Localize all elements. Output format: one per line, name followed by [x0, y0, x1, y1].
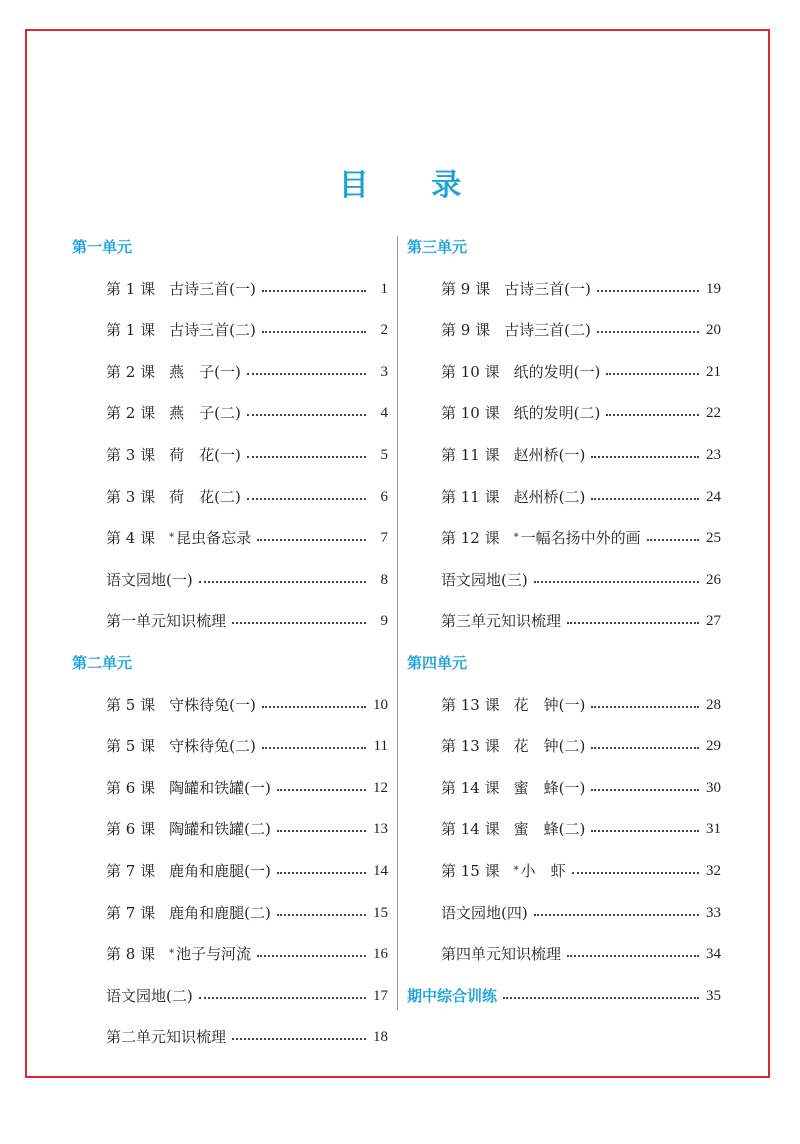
page-number: 21: [706, 363, 721, 380]
page-number: 28: [706, 696, 721, 713]
dot-leader: [606, 373, 699, 375]
entry-title: 荷 花(一): [169, 446, 241, 464]
lesson-number: 第 14 课: [441, 820, 500, 839]
dot-leader: [199, 581, 366, 583]
entry-title: 池子与河流: [176, 945, 252, 964]
page-number: 7: [380, 530, 388, 547]
page-number: 11: [373, 738, 388, 755]
dot-leader: [567, 955, 699, 957]
dot-leader: [597, 331, 699, 333]
toc-entry[interactable]: [72, 943, 388, 965]
unit-heading: 第一单元: [72, 238, 133, 256]
dot-leader: [262, 706, 366, 708]
dot-leader: [247, 373, 366, 375]
dot-leader: [257, 955, 366, 957]
toc-entry[interactable]: [407, 735, 721, 757]
toc-entry[interactable]: [407, 569, 721, 591]
page-number: 16: [373, 946, 388, 963]
toc-entry[interactable]: [72, 985, 388, 1007]
optional-mark: *: [169, 948, 175, 960]
page-number: 10: [373, 696, 388, 713]
dot-leader: [262, 290, 366, 292]
entry-title: 古诗三首(一): [169, 279, 256, 298]
toc-entry[interactable]: [72, 735, 388, 757]
entry-title: 第二单元知识梳理: [106, 1028, 227, 1047]
dot-leader: [591, 747, 699, 749]
entry-title: 语文园地(三): [441, 570, 528, 589]
entry-title: 花 钟(二): [513, 737, 586, 756]
entry-title: 陶罐和铁罐(一): [169, 778, 271, 797]
entry-title: 第三单元知识梳理: [441, 612, 562, 631]
lesson-number: 第 7 课: [106, 862, 156, 880]
toc-entry[interactable]: [72, 319, 388, 341]
toc-entry[interactable]: [72, 777, 388, 799]
entry-title: 鹿角和鹿腿(二): [169, 903, 271, 922]
page-number: 9: [380, 613, 388, 630]
toc-entry[interactable]: [407, 694, 721, 716]
page-number: 14: [373, 863, 388, 879]
dot-leader: [567, 622, 699, 624]
lesson-number: 第 5 课: [106, 695, 156, 714]
lesson-number: 第 13 课: [441, 695, 500, 714]
page-number: 2: [380, 322, 388, 339]
entry-title: 古诗三首(二): [504, 321, 591, 340]
entry-title: 蜜 蜂(一): [513, 778, 586, 797]
entry-title: 赵州桥(一): [513, 446, 586, 464]
entry-title: 赵州桥(二): [513, 487, 586, 506]
toc-entry[interactable]: [407, 777, 721, 799]
toc-entry[interactable]: [407, 486, 721, 508]
toc-entry[interactable]: [407, 402, 721, 424]
page-number: 25: [706, 530, 721, 547]
optional-mark: *: [169, 532, 175, 544]
entry-title: 蜜 蜂(二): [513, 820, 586, 839]
page-number: 35: [706, 987, 721, 1004]
page-title: 目 录: [338, 168, 488, 203]
lesson-number: 第 1 课: [106, 321, 156, 340]
entry-title: 语文园地(四): [441, 903, 528, 922]
page-number: 24: [706, 488, 721, 505]
page-number: 17: [373, 987, 388, 1004]
lesson-number: 第 9 课: [441, 321, 491, 340]
entry-title: 陶罐和铁罐(二): [169, 820, 271, 839]
page-number: 3: [380, 363, 388, 380]
lesson-number: 第 9 课: [441, 279, 491, 298]
page-number: 15: [373, 904, 388, 921]
page-number: 1: [380, 280, 388, 297]
entry-title: 花 钟(一): [513, 695, 586, 714]
entry-title: 纸的发明(一): [513, 362, 601, 381]
toc-entry[interactable]: [72, 860, 388, 882]
entry-title: 鹿角和鹿腿(一): [169, 862, 271, 880]
entry-title: 第一单元知识梳理: [106, 612, 227, 631]
toc-entry[interactable]: [72, 402, 388, 424]
lesson-number: 第 12 课: [441, 529, 500, 548]
entry-title: 期中综合训练: [407, 986, 498, 1005]
toc-entry[interactable]: [72, 818, 388, 840]
lesson-number: 第 3 课: [106, 446, 156, 464]
toc-entry[interactable]: [72, 902, 388, 924]
entry-title: 荷 花(二): [169, 487, 241, 506]
dot-leader: [277, 914, 366, 916]
dot-leader: [606, 414, 699, 416]
dot-leader: [277, 789, 366, 791]
dot-leader: [257, 539, 366, 541]
toc-entry[interactable]: [72, 444, 388, 466]
lesson-number: 第 2 课: [106, 362, 156, 381]
entry-title: 语文园地(二): [106, 986, 193, 1005]
page-number: 23: [706, 447, 721, 463]
lesson-number: 第 10 课: [441, 362, 500, 381]
lesson-number: 第 6 课: [106, 820, 156, 839]
toc-entry[interactable]: [407, 361, 721, 383]
toc-entry[interactable]: [407, 818, 721, 840]
toc-entry[interactable]: [407, 278, 721, 300]
page-number: 19: [706, 280, 721, 297]
toc-entry[interactable]: [407, 319, 721, 341]
page-number: 26: [706, 571, 721, 588]
dot-leader: [277, 872, 366, 874]
dot-leader: [534, 581, 699, 583]
toc-entry[interactable]: [407, 985, 721, 1007]
dot-leader: [591, 498, 699, 500]
entry-title: 一幅名扬中外的画: [520, 529, 641, 548]
dot-leader: [534, 914, 699, 916]
dot-leader: [591, 706, 699, 708]
dot-leader: [503, 997, 699, 999]
optional-mark: *: [513, 865, 519, 876]
toc-entry[interactable]: [72, 694, 388, 716]
dot-leader: [572, 872, 699, 874]
lesson-number: 第 4 课: [106, 529, 156, 548]
toc-entry[interactable]: [407, 444, 721, 466]
dot-leader: [232, 1038, 366, 1040]
entry-title: 昆虫备忘录: [176, 529, 252, 548]
toc-entry[interactable]: [407, 902, 721, 924]
lesson-number: 第 13 课: [441, 737, 500, 756]
page-number: 22: [706, 405, 721, 422]
dot-leader: [277, 830, 366, 832]
page-number: 33: [706, 904, 721, 921]
page-number: 20: [706, 322, 721, 339]
entry-title: 古诗三首(一): [504, 279, 591, 298]
page-number: 18: [373, 1029, 388, 1046]
toc-entry[interactable]: [407, 943, 721, 965]
page-number: 34: [706, 946, 721, 963]
lesson-number: 第 11 课: [441, 446, 500, 464]
entry-title: 纸的发明(二): [513, 404, 601, 423]
dot-leader: [247, 456, 366, 458]
entry-title: 守株待兔(二): [169, 737, 256, 756]
toc-entry[interactable]: [407, 527, 721, 549]
dot-leader: [262, 331, 366, 333]
dot-leader: [247, 498, 366, 500]
lesson-number: 第 2 课: [106, 404, 156, 423]
dot-leader: [647, 539, 699, 541]
optional-mark: *: [513, 532, 519, 544]
entry-title: 第四单元知识梳理: [441, 945, 562, 964]
toc-entry[interactable]: [407, 860, 721, 882]
toc-entry[interactable]: [72, 361, 388, 383]
lesson-number: 第 6 课: [106, 778, 156, 797]
column-divider: [397, 236, 398, 1010]
toc-entry[interactable]: [72, 569, 388, 591]
entry-title: 守株待兔(一): [169, 695, 256, 714]
dot-leader: [591, 456, 699, 458]
toc-entry[interactable]: [407, 610, 721, 632]
dot-leader: [591, 830, 699, 832]
lesson-number: 第 14 课: [441, 778, 500, 797]
unit-heading: 第三单元: [407, 238, 468, 256]
toc-entry[interactable]: [72, 278, 388, 300]
page-number: 32: [706, 863, 721, 879]
page-number: 6: [380, 488, 388, 505]
entry-title: 燕 子(一): [169, 362, 241, 381]
dot-leader: [597, 290, 699, 292]
lesson-number: 第 1 课: [106, 279, 156, 298]
toc-entry[interactable]: [72, 610, 388, 632]
toc-entry[interactable]: [72, 527, 388, 549]
entry-title: 语文园地(一): [106, 570, 193, 589]
unit-heading: 第四单元: [407, 654, 468, 672]
lesson-number: 第 10 课: [441, 404, 500, 423]
lesson-number: 第 8 课: [106, 945, 156, 964]
dot-leader: [247, 414, 366, 416]
page-number: 12: [373, 779, 388, 796]
toc-entry[interactable]: [72, 1026, 388, 1048]
page-number: 27: [706, 613, 721, 630]
dot-leader: [232, 622, 366, 624]
page-number: 5: [380, 447, 388, 463]
unit-heading: 第二单元: [72, 654, 133, 672]
dot-leader: [262, 747, 366, 749]
lesson-number: 第 15 课: [441, 862, 500, 880]
page-number: 30: [706, 779, 721, 796]
dot-leader: [199, 997, 366, 999]
page-number: 13: [373, 821, 388, 838]
lesson-number: 第 3 课: [106, 487, 156, 506]
dot-leader: [591, 789, 699, 791]
lesson-number: 第 5 课: [106, 737, 156, 756]
entry-title: 古诗三首(二): [169, 321, 256, 340]
lesson-number: 第 7 课: [106, 903, 156, 922]
entry-title: 小 虾: [520, 862, 566, 880]
entry-title: 燕 子(二): [169, 404, 241, 423]
toc-entry[interactable]: [72, 486, 388, 508]
lesson-number: 第 11 课: [441, 487, 500, 506]
page-number: 29: [706, 738, 721, 755]
page-number: 31: [706, 821, 721, 838]
page-number: 4: [380, 405, 388, 422]
page-number: 8: [380, 571, 388, 588]
